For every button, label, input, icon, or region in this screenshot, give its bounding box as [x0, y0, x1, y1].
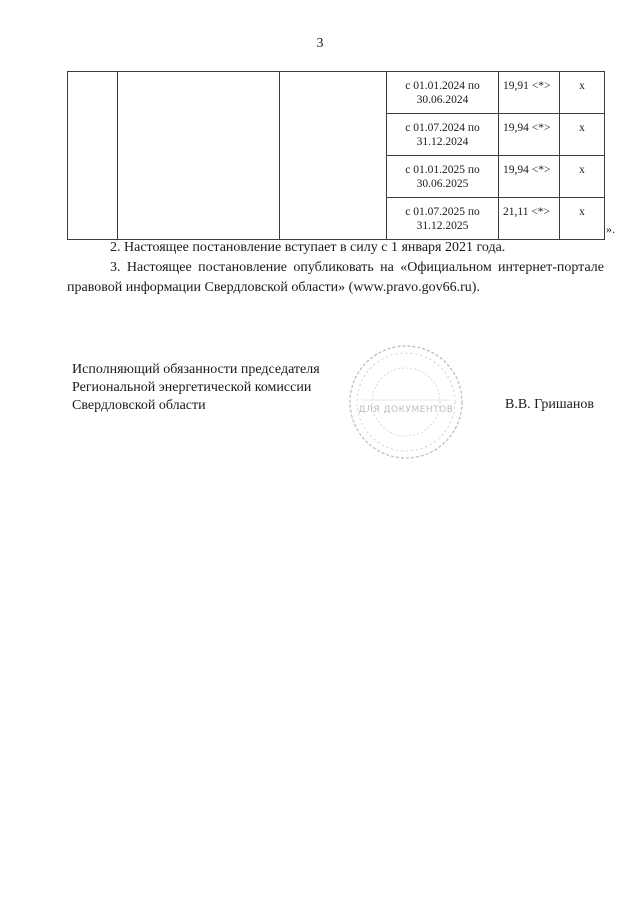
period-end: 31.12.2025	[416, 220, 469, 232]
mark-cell: х	[560, 72, 605, 114]
value-cell: 19,91 <*>	[499, 72, 560, 114]
mark-cell: х	[560, 198, 605, 240]
period-start: с 01.07.2025 по	[405, 206, 480, 218]
table-cell-empty	[280, 72, 387, 240]
position-line: Свердловской области	[72, 398, 206, 413]
stamp-text: ДЛЯ ДОКУМЕНТОВ	[358, 405, 454, 415]
signatory-position	[72, 361, 320, 415]
mark-cell: х	[560, 156, 605, 198]
official-stamp	[346, 342, 466, 462]
table-closing-quote: ».	[606, 222, 615, 236]
signatory-name: В.В. Гришанов	[505, 397, 594, 412]
table-cell-empty	[68, 72, 118, 240]
table-row	[68, 72, 605, 114]
period-end: 30.06.2024	[416, 94, 469, 106]
mark-cell: х	[560, 114, 605, 156]
position-line: Региональной энергетической комиссии	[72, 380, 312, 395]
table-cell-empty	[118, 72, 280, 240]
period-start: с 01.01.2024 по	[405, 80, 480, 92]
paragraph-2: 2. Настоящее постановление вступает в силу с 1 января 2021 года.	[110, 240, 506, 255]
period-cell	[387, 156, 499, 198]
period-start: с 01.07.2024 по	[405, 122, 480, 134]
paragraph-3: 3. Настоящее постановление опубликовать на «Официальном интернет-портале правовой информации Свердловской области» (www.pravo.gov66.ru).	[67, 260, 604, 295]
value-cell: 21,11 <*>	[499, 198, 560, 240]
page-number: 3	[316, 36, 324, 51]
value-cell: 19,94 <*>	[499, 114, 560, 156]
period-cell	[387, 198, 499, 240]
period-start: с 01.01.2025 по	[405, 164, 480, 176]
position-line: Исполняющий обязанности председателя	[72, 362, 320, 377]
period-end: 31.12.2024	[416, 136, 469, 148]
period-end: 30.06.2025	[416, 178, 469, 190]
period-cell	[387, 72, 499, 114]
value-cell: 19,94 <*>	[499, 156, 560, 198]
tariff-table	[67, 71, 605, 240]
period-cell	[387, 114, 499, 156]
